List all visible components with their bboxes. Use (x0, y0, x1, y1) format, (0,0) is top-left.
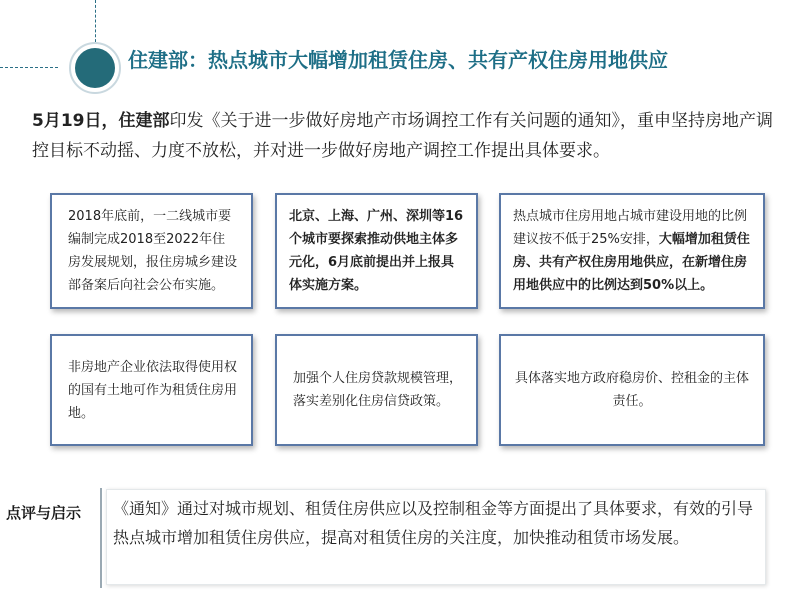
policy-box-land-ratio-text (513, 205, 751, 297)
policy-box-non-realestate-land-text: 非房地产企业依法取得使用权的国有土地可作为租赁住房用地。 (68, 359, 238, 421)
comment-text: 《通知》通过对城市规划、租赁住房供应以及控制租金等方面提出了具体要求，有效的引导热点城市增加租赁住房供应，提高对租赁住房的关注度，加快推动租赁市场发展。 (113, 499, 754, 547)
intro-lead: 5月19日，住建部 (32, 111, 170, 131)
comment-label: 点评与启示 (6, 504, 82, 522)
decorative-dashed-horizontal-line (0, 67, 58, 68)
policy-box-land-supply (275, 193, 478, 309)
comment-box (106, 489, 766, 585)
policy-box-land-ratio (499, 193, 765, 309)
policy-box-local-responsibility (499, 334, 765, 446)
policy-box-local-responsibility-text: 具体落实地方政府稳房价、控租金的主体责任。 (514, 371, 749, 409)
intro-paragraph (32, 106, 777, 166)
policy-box-land-ratio-normal: 热点城市住房用地占城市建设用地的比例建议按不低于25%安排， (513, 209, 748, 247)
comment-divider (100, 488, 102, 588)
intro-text: 印发《关于进一步做好房地产市场调控工作有关问题的通知》，重申坚持房地产调控目标不动摇、力度不放松，并对进一步做好房地产调控工作提出具体要求。 (32, 111, 773, 161)
policy-box-planning (50, 193, 253, 309)
policy-box-non-realestate-land (50, 334, 253, 446)
slide-title: 住建部：热点城市大幅增加租赁住房、共有产权住房用地供应 (128, 48, 668, 72)
decorative-dashed-vertical-line (95, 0, 96, 47)
policy-box-credit (275, 334, 478, 446)
policy-box-credit-text: 加强个人住房贷款规模管理，落实差别化住房信贷政策。 (293, 371, 463, 409)
policy-box-land-supply-text: 北京、上海、广州、深圳等16个城市要探索推动供地主体多元化，6月底前提出并上报具体实施方案。 (289, 209, 464, 293)
title-circle-dot (75, 48, 115, 88)
policy-box-land-ratio-bold: 大幅增加租赁住房、共有产权住房用地供应，在新增住房用地供应中的比例达到50%以上。 (513, 232, 750, 293)
policy-box-planning-text: 2018年底前，一二线城市要编制完成2018至2022年住房发展规划，报住房城乡建设部备案后向社会公布实施。 (68, 209, 238, 293)
